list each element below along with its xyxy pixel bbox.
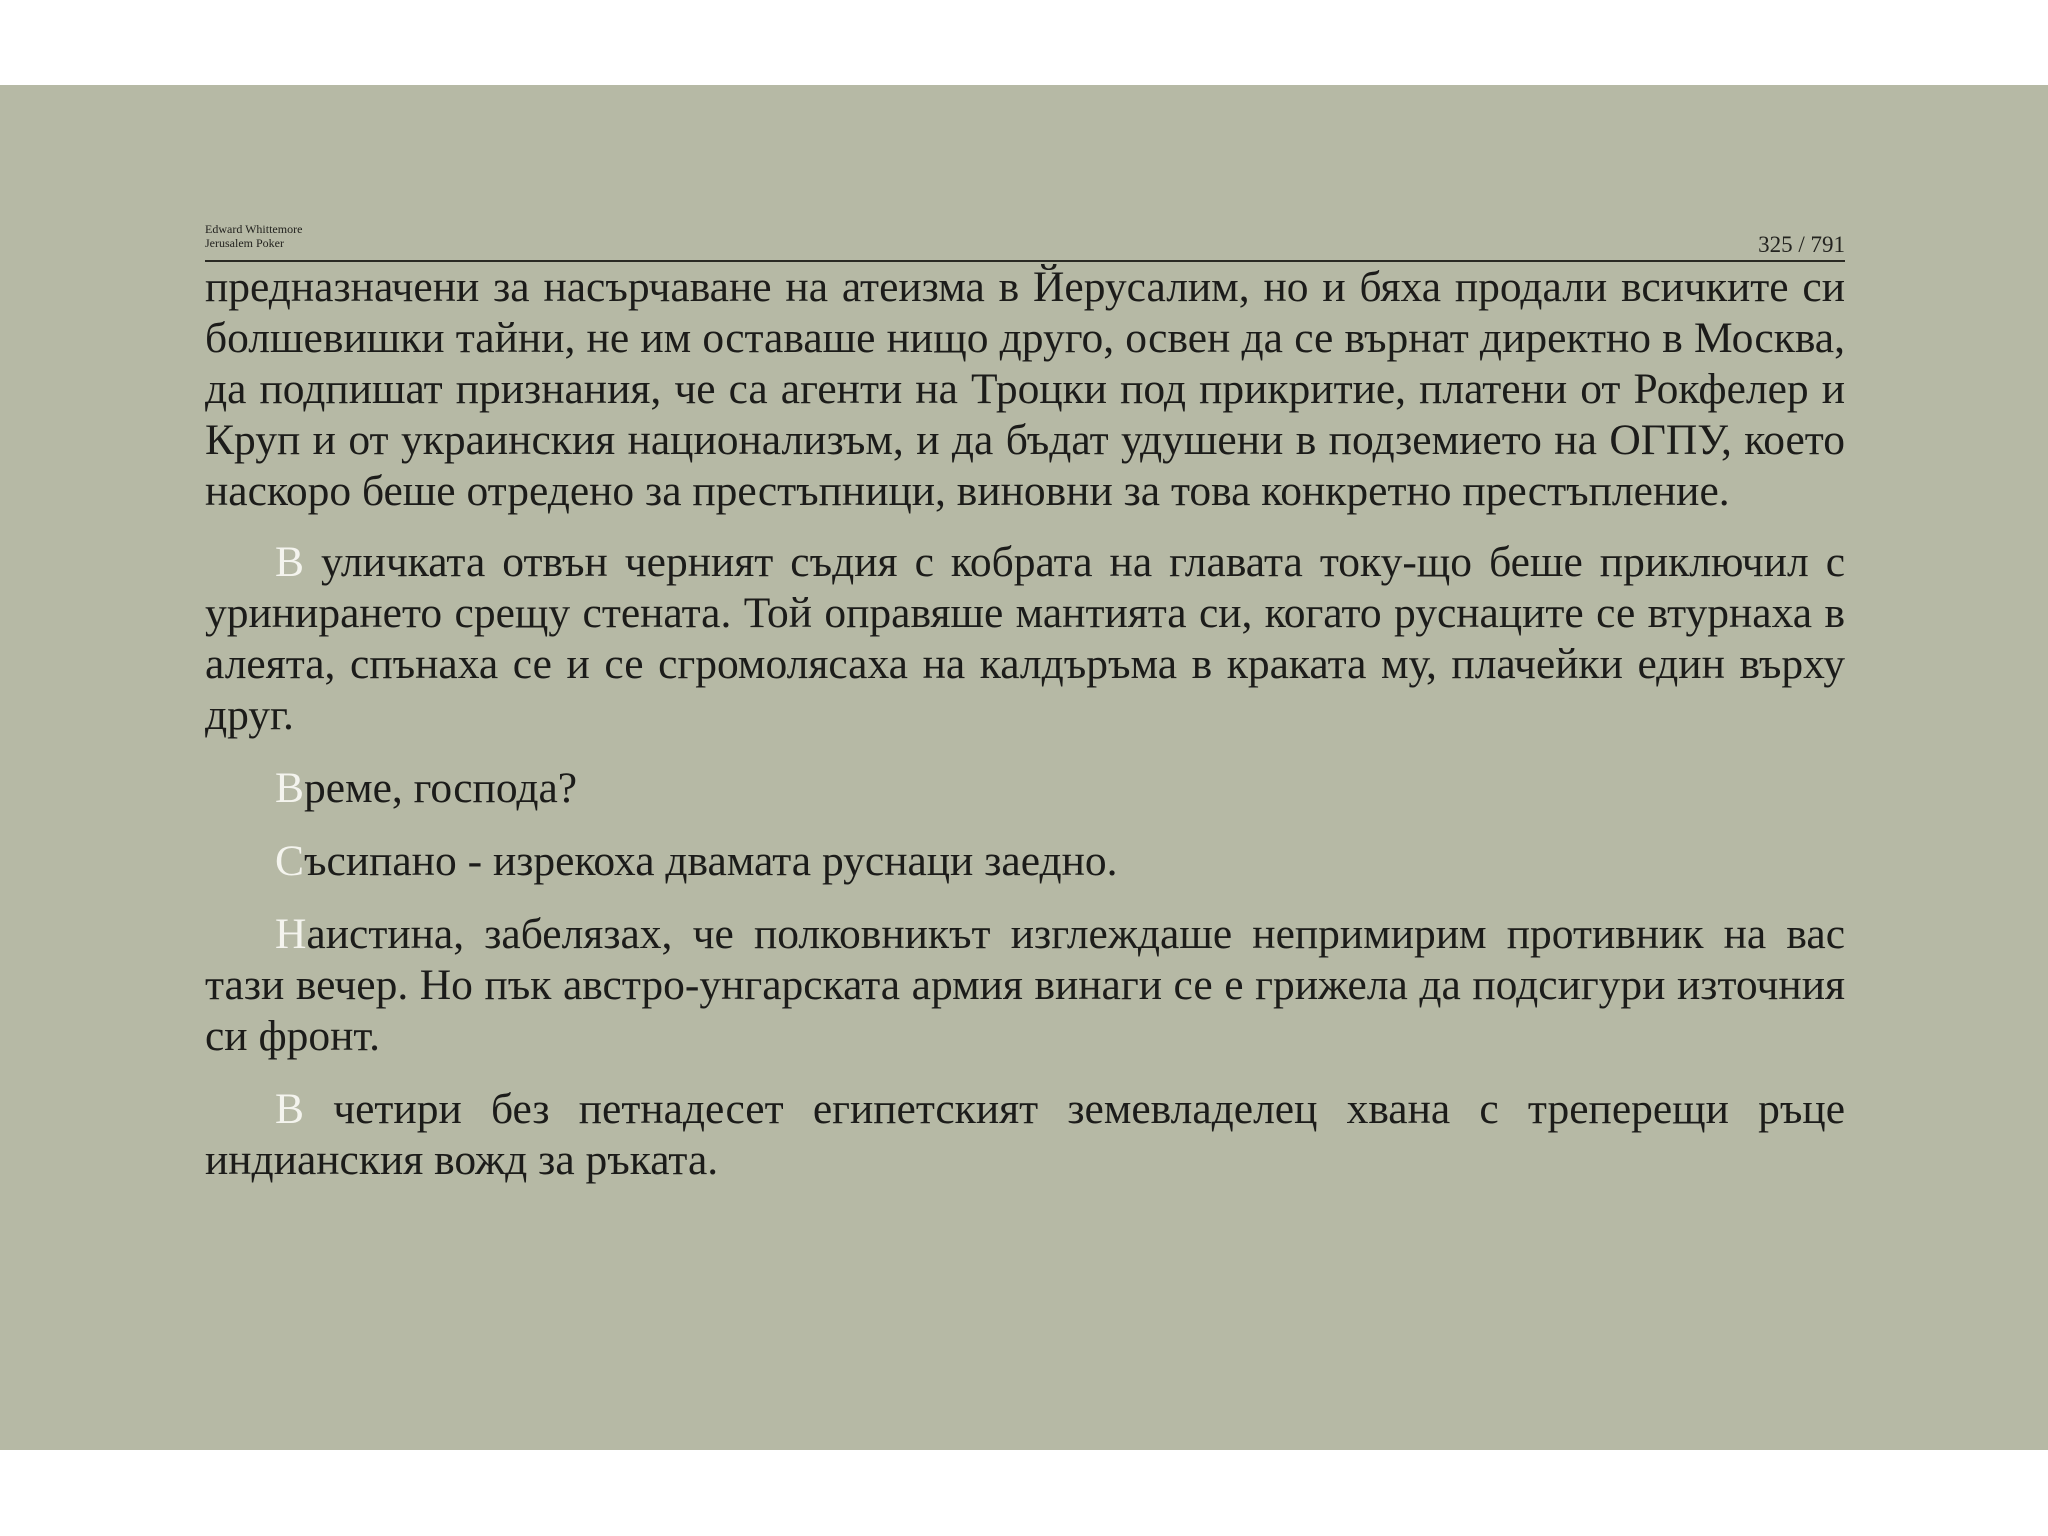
paragraph-1-text: предназначени за насърчаване на атеизма в Йерусалим, но и бяха продали всичките си болшевишки тайни, не им оставаше нищо друго, освен да се върнат директно в Москва, да подпишат признания, че са агенти на Троцки под прикритие, платени от Рокфелер и Круп и от украинския национализъм, и да бъдат удушени в подземието на ОГПУ, което наскоро беше отредено за престъпници, виновни за това конкретно престъпление. bbox=[205, 263, 1845, 515]
paragraph-2-initial: В bbox=[275, 538, 305, 586]
paragraph-3-text: реме, господа? bbox=[304, 764, 578, 812]
page-indicator: 325 / 791 bbox=[1758, 232, 1845, 257]
paragraph-5-initial: Н bbox=[275, 910, 307, 958]
paragraph-2 bbox=[205, 537, 1845, 741]
paragraph-5-text: аистина, забелязах, че полковникът изглеждаше непримирим противник на вас тази вечер. Но пък австро-унгарската армия винаги се е грижела да подсигури източния си фронт. bbox=[205, 910, 1845, 1060]
paragraph-1 bbox=[205, 262, 1845, 517]
paragraph-4-text: ъсипано - изрекоха двамата руснаци заедно. bbox=[304, 837, 1118, 885]
book-info bbox=[205, 222, 302, 250]
paragraph-4 bbox=[205, 836, 1845, 887]
paragraph-5 bbox=[205, 909, 1845, 1062]
book-text bbox=[205, 262, 1845, 1208]
paragraph-2-text: уличката отвън черният съдия с кобрата на главата току-що беше приключил с уринирането срещу стената. Той оправяше мантията си, когато руснаците се втурнаха в алеята, спънаха се и се сгромолясаха на калдъръма в краката му, плачейки един върху друг. bbox=[205, 538, 1845, 739]
running-header bbox=[205, 222, 1845, 262]
paragraph-6-text: четири без петнадесет египетският земевладелец хвана с треперещи ръце индианския вожд за ръката. bbox=[205, 1085, 1845, 1184]
paragraph-6-initial: В bbox=[275, 1085, 305, 1133]
author-name: Edward Whittemore bbox=[205, 222, 303, 236]
book-title: Jerusalem Poker bbox=[205, 236, 284, 250]
paragraph-3 bbox=[205, 763, 1845, 814]
paragraph-6 bbox=[205, 1084, 1845, 1186]
paragraph-3-initial: В bbox=[275, 764, 305, 812]
paragraph-4-initial: С bbox=[275, 837, 305, 885]
